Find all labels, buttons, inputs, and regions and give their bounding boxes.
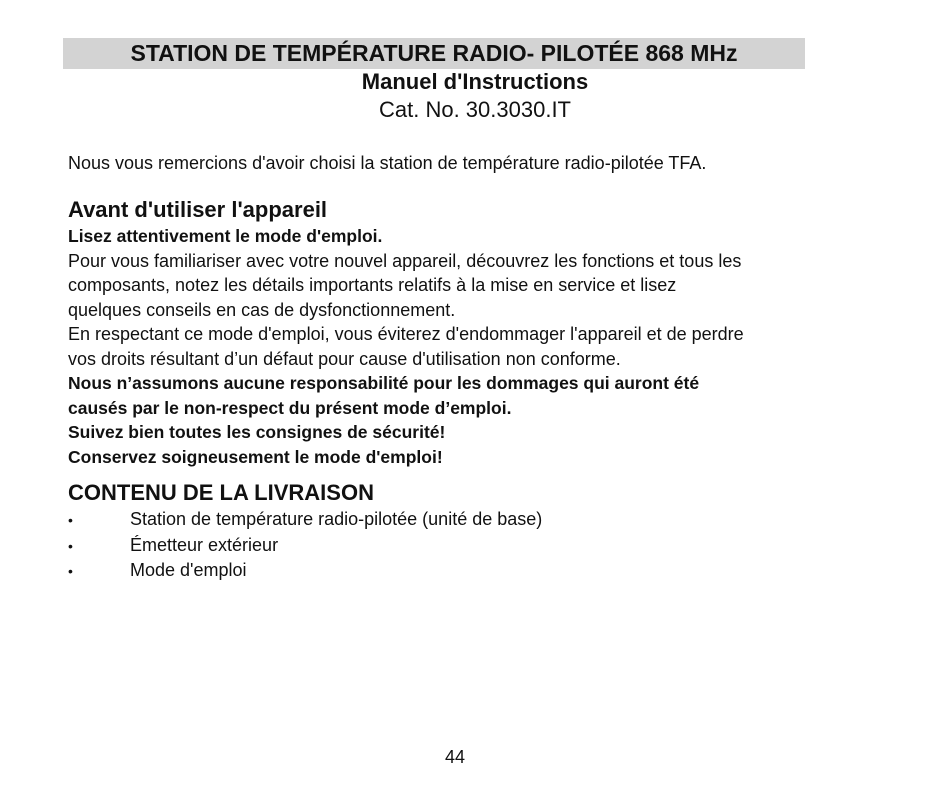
paragraph-line: Pour vous familiariser avec votre nouvel appareil, découvrez les fonctions et tous les (68, 250, 742, 271)
list-item-label: Station de température radio-pilotée (unité de base) (130, 509, 543, 529)
intro-paragraph: Nous vous remercions d'avoir choisi la station de température radio-pilotée TFA. (68, 153, 707, 173)
bullet-icon: • (68, 537, 73, 554)
delivery-contents-list (68, 507, 888, 584)
paragraph-line: En respectant ce mode d'emploi, vous éviterez d'endommager l'appareil et de perdre (68, 324, 744, 344)
bullet-icon: • (68, 563, 73, 579)
section-delivery-contents (68, 479, 888, 584)
page-number: 44 (444, 747, 466, 767)
bullet-icon: • (68, 512, 73, 528)
paragraph-line: vos droits résultant d’un défaut pour cause d'utilisation non conforme. (68, 348, 621, 369)
list-item (68, 558, 888, 584)
warning-line: Suivez bien toutes les consignes de sécurité! (68, 422, 446, 442)
catalog-number: Cat. No. 30.3030.IT (379, 97, 571, 122)
paragraph-line: composants, notez les détails importants relatifs à la mise en service et lisez (68, 275, 677, 295)
list-item-label: Mode d'emploi (130, 560, 247, 580)
document-subtitle: Manuel d'Instructions (361, 69, 589, 94)
list-item (68, 533, 888, 559)
section-before-use (68, 196, 888, 469)
read-instructions-note: Lisez attentivement le mode d'emploi. (68, 226, 383, 246)
warning-line: causés par le non-respect du présent mode d’emploi. (68, 397, 512, 418)
paragraph-line: quelques conseils en cas de dysfonctionnement. (68, 299, 456, 320)
warning-line: Nous n’assumons aucune responsabilité pour les dommages qui auront été (68, 373, 700, 393)
section-heading-before-use: Avant d'utiliser l'appareil (68, 197, 328, 222)
list-item (68, 507, 888, 533)
document-title: STATION DE TEMPÉRATURE RADIO- PILOTÉE 868 MHz (130, 40, 738, 66)
warning-line: Conservez soigneusement le mode d'emploi! (68, 446, 443, 467)
section-heading-delivery-contents: CONTENU DE LA LIVRAISON (68, 480, 374, 505)
list-item-label: Émetteur extérieur (130, 534, 279, 555)
